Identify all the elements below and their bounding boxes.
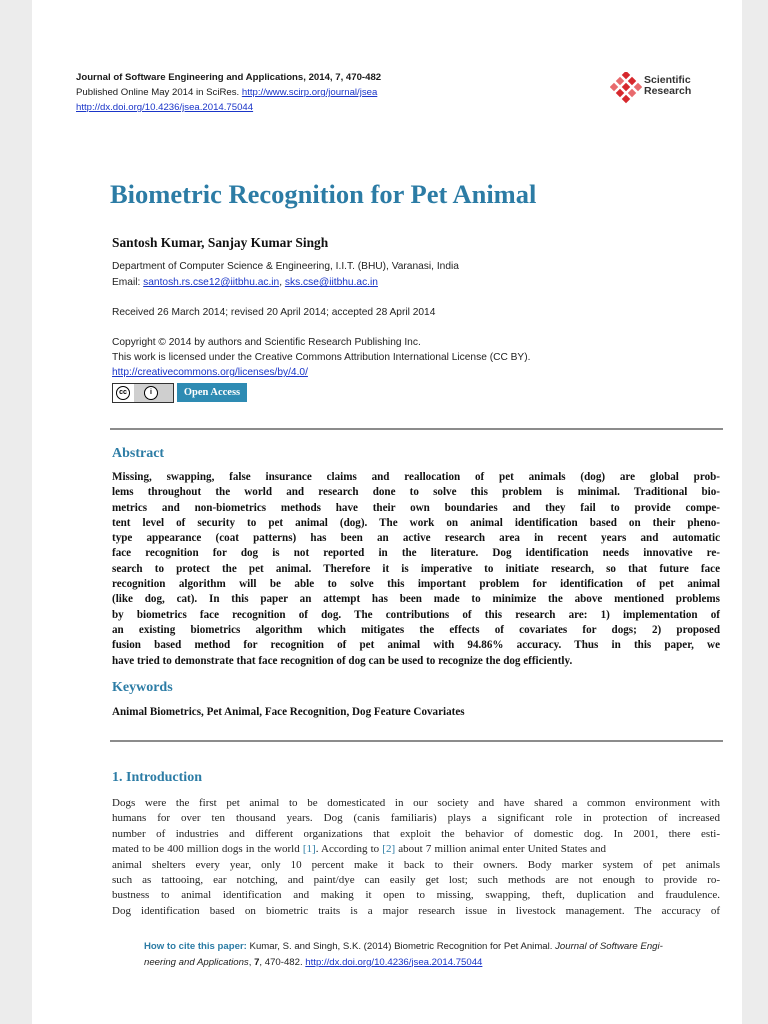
body-line: animal shelters every year, only 10 percent make it back to their owners. Body marker system of pet animals — [112, 858, 720, 871]
logo-diamond — [616, 89, 624, 97]
keywords-heading: Keywords — [112, 680, 173, 695]
received-dates: Received 26 March 2014; revised 20 April 2014; accepted 28 April 2014 — [112, 307, 436, 318]
abstract-line: type appearance (coat patterns) has been an active research area in recent years and automatic — [112, 532, 720, 545]
keywords-text: Animal Biometrics, Pet Animal, Face Recognition, Dog Feature Covariates — [112, 706, 465, 718]
logo-line2: Research — [644, 85, 692, 97]
logo-text — [644, 75, 691, 97]
cite-text: , — [248, 956, 255, 968]
license-link[interactable]: http://creativecommons.org/licenses/by/4.0/ — [112, 367, 308, 378]
divider-top — [110, 428, 723, 430]
body-line: bustness to animal identification and making it open to missing, swapping, theft, duplication and fraudulence. — [112, 889, 720, 902]
paper-title: Biometric Recognition for Pet Animal — [110, 179, 537, 209]
journal-link[interactable]: http://www.scirp.org/journal/jsea — [241, 87, 378, 98]
scientific-research-logo-icon — [610, 72, 642, 104]
published-text: Published Online May 2014 in SciRes. — [76, 87, 240, 98]
license-line: This work is licensed under the Creative Commons Attribution International License (CC BY). — [112, 352, 531, 363]
affiliation: Department of Computer Science & Engineering, I.I.T. (BHU), Varanasi, India — [112, 261, 459, 272]
email-line — [112, 277, 378, 288]
license-url-line — [112, 367, 308, 378]
abstract-line: face recognition for dog is not reported in the literature. Dog identification needs innovative re- — [112, 547, 720, 560]
cite-text: , 470-482. — [259, 956, 306, 968]
body-line: Dog identification based on biometric traits is a major research issue in livestock management. The accuracy of — [112, 904, 720, 917]
introduction-text — [112, 796, 720, 919]
abstract-heading: Abstract — [112, 446, 165, 461]
abstract-line: fusion based method for recognition of pet animal with 94.86% accuracy. Thus in this paper, we — [112, 639, 720, 652]
body-line-refs — [112, 842, 720, 857]
abstract-line: by biometrics face recognition of dog. The contributions of this research are: 1) implementation of — [112, 608, 720, 621]
doi-link[interactable]: http://dx.doi.org/10.4236/jsea.2014.75044 — [76, 102, 254, 113]
cite-journal: Journal of Software Engi- — [555, 941, 663, 952]
cite-volume: 7 — [254, 956, 260, 968]
logo-diamond — [628, 89, 636, 97]
abstract-line: Missing, swapping, false insurance claims and reallocation of pet animals (dog) are global prob- — [112, 471, 720, 483]
attribution-person-icon: i — [144, 386, 158, 400]
reference-1-link[interactable]: [1] — [302, 843, 316, 856]
cc-icon: cc — [116, 386, 130, 400]
cite-label: How to cite this paper: — [144, 941, 247, 952]
logo-diamond — [628, 77, 636, 85]
logo-diamond — [610, 83, 618, 91]
introduction-heading: 1. Introduction — [112, 770, 202, 785]
email-link-1[interactable]: santosh.rs.cse12@iitbhu.ac.in — [143, 277, 280, 288]
logo-line1: Scientific — [644, 74, 691, 86]
open-access-badge[interactable]: Open Access — [177, 383, 247, 402]
published-line — [76, 85, 381, 100]
body-text: about 7 million animal enter United States and — [395, 843, 607, 856]
journal-header — [76, 70, 381, 115]
authors: Santosh Kumar, Sanjay Kumar Singh — [112, 235, 329, 250]
abstract-line: metrics and non-biometrics methods have their own boundaries and they fail to provide compe- — [112, 501, 720, 514]
reference-2-link[interactable]: [2] — [382, 843, 396, 856]
logo-diamond — [622, 83, 630, 91]
cite-journal-cont: neering and Applications — [144, 956, 249, 968]
cc-badge-right — [134, 384, 173, 402]
divider-bottom — [110, 740, 723, 742]
abstract-line: search to protect the pet animal. Therefore it is imperative to initiate research, so that future face — [112, 562, 720, 575]
abstract-line: have tried to demonstrate that face recognition of dog can be used to recognize the dog efficiently. — [112, 654, 573, 667]
abstract-line: an existing biometrics algorithm which mitigates the effects of covariates for dogs; 2) proposed — [112, 623, 720, 636]
body-line: such as tattooing, ear notching, and paint/dye can easily get lost; such methods are not enough to provide ro- — [112, 874, 720, 887]
logo-diamond — [622, 72, 630, 79]
body-line: humans for over ten thousand years. Dog (canis familiaris) plays a significant role in protection of increased — [112, 812, 720, 825]
abstract-text — [112, 470, 720, 669]
paper-page — [32, 0, 742, 1024]
how-to-cite — [144, 939, 734, 970]
logo-diamond — [634, 83, 642, 91]
logo-diamond — [616, 77, 624, 85]
email-link-2[interactable]: sks.cse@iitbhu.ac.in — [284, 277, 378, 288]
logo-diamond — [622, 95, 630, 103]
abstract-line: recognition algorithm will be able to solve this important problem for identification of pet animal — [112, 578, 720, 591]
abstract-line: lems throughout the world and research done to solve this problem is minimal. Traditional bio- — [112, 486, 720, 499]
abstract-line: tent level of security to pet animal (dog). The work on animal identification based on their pheno- — [112, 516, 720, 529]
copyright-line: Copyright © 2014 by authors and Scientific Research Publishing Inc. — [112, 337, 421, 348]
journal-line: Journal of Software Engineering and Applications, 2014, 7, 470-482 — [76, 72, 382, 83]
cc-by-badge[interactable] — [112, 383, 174, 403]
body-line: Dogs were the first pet animal to be domesticated in our society and have shared a common environment with — [112, 797, 720, 809]
body-text: . According to — [315, 843, 383, 856]
body-text: mated to be 400 million dogs in the world — [112, 843, 303, 856]
cite-text: Kumar, S. and Singh, S.K. (2014) Biometric Recognition for Pet Animal. — [246, 941, 556, 952]
body-line: number of industries and different organizations that exploit the behavior of domestic dog. In 2001, there esti- — [112, 827, 720, 840]
email-label: Email: — [112, 277, 141, 288]
abstract-line: (like dog, cat). In this paper an attempt has been made to minimize the above mentioned problems — [112, 593, 720, 606]
email-separator: , — [279, 277, 283, 288]
cite-doi-link[interactable]: http://dx.doi.org/10.4236/jsea.2014.75044 — [305, 956, 483, 968]
